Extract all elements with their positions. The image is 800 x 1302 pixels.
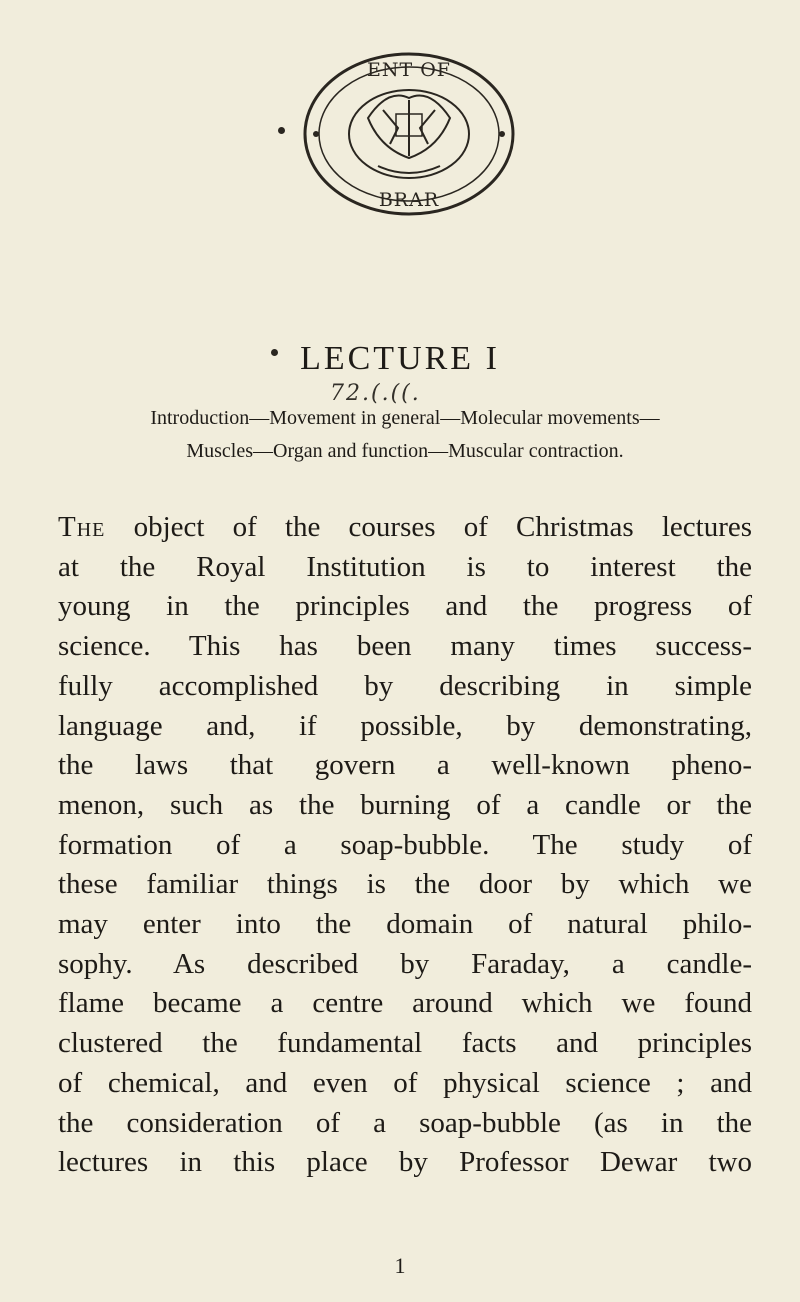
- lecture-synopsis: [58, 402, 752, 468]
- synopsis-line: Muscles—Organ and function—Muscular contraction.: [186, 440, 624, 462]
- text-line: at the Royal Institution is to interest the: [58, 550, 752, 583]
- text-line: young in the principles and the progress of: [58, 590, 752, 623]
- text-line: the consideration of a soap-bubble (as in the: [58, 1106, 752, 1139]
- stamp-bottom-text: BRAR: [378, 189, 440, 211]
- synopsis-line: Introduction—Movement in general—Molecular movements—: [150, 407, 660, 429]
- text-line: of chemical, and even of physical science ; and: [58, 1066, 752, 1099]
- text-line: the laws that govern a well-known pheno-: [58, 749, 752, 782]
- text-line: menon, such as the burning of a candle or the: [58, 788, 752, 821]
- text-line: clustered the fundamental facts and principles: [58, 1027, 752, 1060]
- ink-dot: [278, 127, 285, 134]
- text-line: science. This has been many times success-: [58, 630, 752, 663]
- text-line: formation of a soap-bubble. The study of: [58, 828, 752, 861]
- stamp-top-text: ENT OF: [367, 59, 451, 81]
- text-line: lectures in this place by Professor Dewar two: [58, 1146, 752, 1179]
- text-line: language and, if possible, by demonstrating,: [58, 709, 752, 742]
- library-seal-stamp: [298, 48, 520, 220]
- text-line: these familiar things is the door by which we: [58, 868, 752, 901]
- page-number: 1: [394, 1253, 406, 1278]
- library-seal-icon: [298, 48, 520, 220]
- text-line: sophy. As described by Faraday, a candle-: [58, 947, 752, 980]
- handwritten-note: 72.(.((.: [330, 381, 421, 406]
- lecture-heading: LECTURE I: [300, 340, 500, 377]
- text-line: The object of the courses of Christmas lectures: [58, 511, 753, 543]
- text-line: fully accomplished by describing in simple: [58, 669, 752, 702]
- text-line: may enter into the domain of natural philo-: [58, 908, 752, 941]
- body-text: [58, 508, 752, 1183]
- first-word: The: [58, 511, 106, 543]
- text-line: flame became a centre around which we found: [58, 987, 752, 1020]
